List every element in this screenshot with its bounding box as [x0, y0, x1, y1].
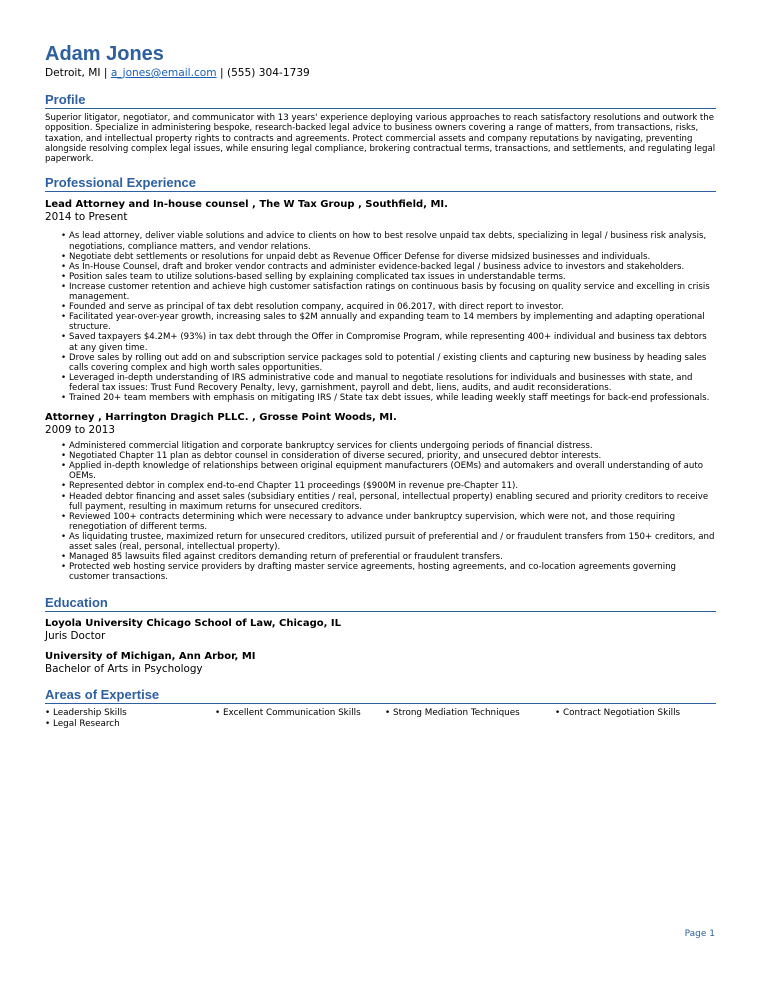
job-entry: [45, 198, 716, 403]
list-item: • Drove sales by rolling out add on and subscription service packages sold to potential / existing clients and capturing new business by heading sales calls covering complex and high worth sales opportunities.: [61, 353, 716, 373]
list-item: • Protected web hosting service providers by drafting master service agreements, hosting agreements, and co-location agreements governing customer transactions.: [61, 562, 716, 582]
list-item: • Managed 85 lawsuits filed against creditors demanding return of preferential or fraudulent transfers.: [61, 552, 716, 562]
section-title-experience: Professional Experience: [45, 175, 716, 192]
list-item: • Negotiated Chapter 11 plan as debtor counsel in consideration of diverse secured, priority, and unsecured debtor interests.: [61, 451, 716, 461]
section-title-profile: Profile: [45, 92, 716, 109]
contact-line: [45, 66, 716, 80]
list-item: • Facilitated year-over-year growth, increasing sales to $2M annually and expanding team to 14 members by implementing and adapting operational structure.: [61, 312, 716, 332]
skill-item: • Legal Research: [45, 718, 120, 729]
section-title-education: Education: [45, 595, 716, 612]
job-bullets: [45, 231, 716, 403]
job-title: Lead Attorney and In-house counsel , The W Tax Group , Southfield, MI.: [45, 199, 448, 211]
list-item: • Position sales team to utilize solutions-based selling by explaining complicated tax issues in understandable terms.: [61, 272, 716, 282]
page-number: Page 1: [684, 929, 715, 939]
list-item: • Trained 20+ team members with emphasis on mitigating IRS / State tax debt issues, while leading weekly staff meetings for back-end professionals.: [61, 393, 716, 403]
section-title-expertise: Areas of Expertise: [45, 687, 716, 704]
list-item: • Applied in-depth knowledge of relationships between original equipment manufacturers (OEMs) and automakers and overall understanding of auto OEMs.: [61, 461, 716, 481]
list-item: • Headed debtor financing and asset sales (subsidiary entities / real, personal, intellectual property) enabling secured and priority creditors to receive full payment, resulting in maximum returns for unsecured creditors.: [61, 492, 716, 512]
list-item: • Founded and serve as principal of tax debt resolution company, acquired in 06.2017, with direct report to investor.: [61, 302, 716, 312]
phone: (555) 304-1739: [226, 67, 310, 79]
education-entry: [45, 650, 716, 676]
list-item: • Negotiate debt settlements or resolutions for unpaid debt as Revenue Officer Defense for diverse midsized businesses and individuals.: [61, 252, 716, 262]
list-item: • As lead attorney, deliver viable solutions and advice to clients on how to best resolve unpaid tax debts, specializing in legal / business risk analysis, negotiations, compliance matters, and vendor relations.: [61, 231, 716, 251]
list-item: • As In-House Counsel, draft and broker vendor contracts and administer evidence-backed legal / business advice to investors and stakeholders.: [61, 262, 716, 272]
job-title: Attorney , Harrington Dragich PLLC. , Grosse Point Woods, MI.: [45, 412, 397, 424]
resume-page: [45, 42, 716, 729]
degree: Juris Doctor: [45, 630, 106, 643]
separator: |: [100, 67, 111, 79]
skill-item: • Leadership Skills: [45, 708, 127, 719]
skill-item: • Strong Mediation Techniques: [385, 708, 520, 719]
email-link[interactable]: a_jones@email.com: [110, 67, 217, 79]
school-name: University of Michigan, Ann Arbor, MI: [45, 651, 256, 663]
school-name: Loyola University Chicago School of Law, Chicago, IL: [45, 618, 341, 630]
skills-grid: [45, 708, 716, 729]
list-item: • Represented debtor in complex end-to-end Chapter 11 proceedings ($900M in revenue pre-Chapter 11).: [61, 481, 716, 491]
degree: Bachelor of Arts in Psychology: [45, 663, 203, 676]
job-bullets: [45, 441, 716, 582]
job-date: 2014 to Present: [45, 211, 128, 224]
list-item: • Leveraged in-depth understanding of IRS administrative code and manual to negotiate resolutions for individuals and businesses with state, and federal tax issues: Trust Fund Recovery Penalty, levy, garnishment, payroll and debt, liens, audits, and audit reconsiderations.: [61, 373, 716, 393]
list-item: • Reviewed 100+ contracts determining which were necessary to advance under bankruptcy supervision, which were not, and those requiring renegotiation of different terms.: [61, 512, 716, 532]
candidate-name: Adam Jones: [45, 43, 164, 65]
profile-summary: Superior litigator, negotiator, and communicator with 13 years' experience deploying various approaches to reach satisfactory resolutions and outwork the opposition. Specialize in administering bespoke, research-backed legal advice to business owners covering a range of matters, from transactions, risks, taxation, and intellectual property rights to contracts and agreements. Protect commercial assets and company reputations by navigating, preventing alongside resolving complex legal issues, while ensuring legal compliance, brokering contractual terms, transactions, and settlements, and regulating legal paperwork.: [45, 113, 716, 165]
separator: |: [216, 67, 227, 79]
list-item: • Saved taxpayers $4.2M+ (93%) in tax debt through the Offer in Compromise Program, while representing 400+ individual and business tax debtors at any given time.: [61, 332, 716, 352]
list-item: • Increase customer retention and achieve high customer satisfaction ratings on continuous basis by focusing on quality service and excelling in crisis management.: [61, 282, 716, 302]
education-entry: [45, 617, 716, 643]
skill-item: • Excellent Communication Skills: [215, 708, 361, 719]
job-date: 2009 to 2013: [45, 424, 115, 437]
job-entry: [45, 411, 716, 582]
location: Detroit, MI: [45, 67, 101, 79]
list-item: • Administered commercial litigation and corporate bankruptcy services for clients undergoing periods of financial distress.: [61, 441, 716, 451]
skill-item: • Contract Negotiation Skills: [555, 708, 681, 719]
list-item: • As liquidating trustee, maximized return for unsecured creditors, utilized pursuit of preferential and / or fraudulent transfers from 150+ creditors, and asset sales (real, personal, intellectual property).: [61, 532, 716, 552]
